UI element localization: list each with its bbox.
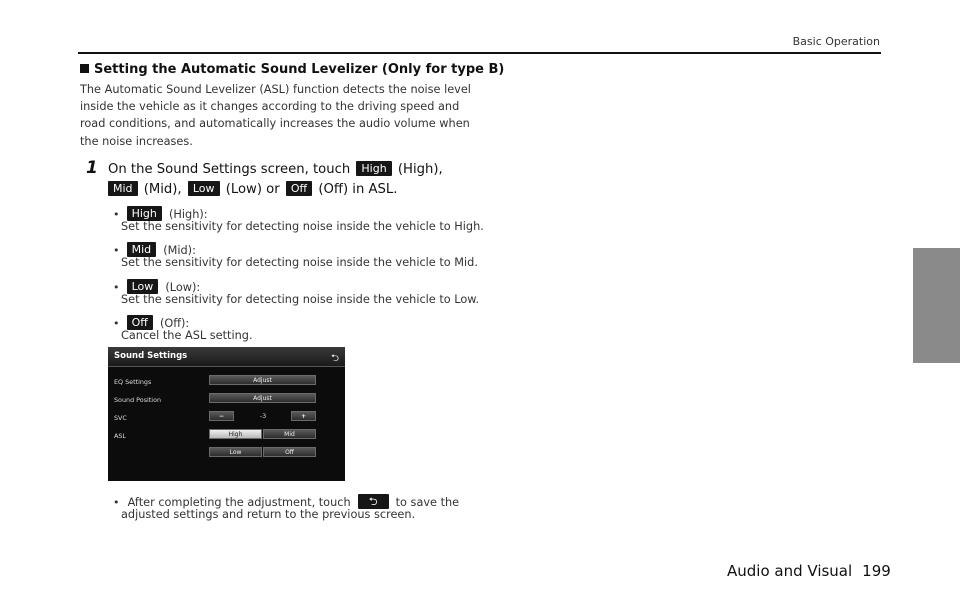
svc-value: -3: [259, 412, 267, 420]
after-line-2: adjusted settings and return to the previous screen.: [121, 508, 416, 521]
section-title: [80, 62, 504, 77]
asl-low-button: Low: [209, 447, 262, 457]
off-button-icon: Off: [127, 315, 153, 330]
step-text-1: On the Sound Settings screen, touch: [108, 162, 351, 177]
back-button-icon: ⮌: [358, 494, 389, 509]
sound-position-label: Sound Position: [114, 396, 162, 404]
sound-settings-screenshot: [108, 347, 345, 481]
mid-button-icon: Mid: [127, 242, 157, 257]
step-line-2: [108, 181, 397, 197]
mid-button-inline: Mid: [108, 181, 138, 196]
asl-high-button: High: [209, 429, 262, 439]
after-text-2: to save the: [395, 496, 460, 509]
bullet-dot: •: [113, 281, 120, 294]
bullet-desc: Cancel the ASL setting.: [121, 329, 253, 342]
bullet-label: (High):: [168, 208, 208, 221]
low-button-icon: Low: [127, 279, 159, 294]
intro-paragraph: The Automatic Sound Levelizer (ASL) function detects the noise level inside the vehicle as it changes according to the driving speed and road conditions, and automatically increases the audio volume when the noise increases.: [80, 83, 471, 148]
page-footer: [727, 562, 891, 580]
svc-plus-button: +: [291, 411, 316, 421]
step-text-5: (Off) in ASL.: [318, 182, 398, 197]
section-title-text: Setting the Automatic Sound Levelizer (Only for type B): [94, 62, 505, 77]
bullet-dot: •: [113, 208, 120, 221]
footer-chapter: Audio and Visual: [727, 562, 853, 580]
bullet-dot: •: [113, 496, 120, 509]
low-button-inline: Low: [188, 181, 220, 196]
bullet-desc: Set the sensitivity for detecting noise inside the vehicle to Mid.: [121, 256, 478, 269]
off-button-inline: Off: [286, 181, 312, 196]
eq-adjust-button: Adjust: [209, 375, 316, 385]
high-button-icon: High: [127, 206, 162, 221]
bullet-desc: Set the sensitivity for detecting noise inside the vehicle to High.: [121, 220, 484, 233]
back-arrow-icon: ⮌: [330, 353, 339, 364]
running-header: Basic Operation: [792, 35, 880, 48]
step-text-4: (Low) or: [225, 182, 280, 197]
step-text-2: (High),: [397, 162, 443, 177]
after-text-1: After completing the adjustment, touch: [127, 496, 351, 509]
eq-settings-label: EQ Settings: [114, 378, 152, 386]
step-text-3: (Mid),: [143, 182, 182, 197]
step-line-1: [108, 161, 443, 177]
bullet-label: (Off):: [159, 317, 190, 330]
bullet-dot: •: [113, 317, 120, 330]
chapter-side-tab: [913, 248, 960, 363]
bullet-desc: Set the sensitivity for detecting noise inside the vehicle to Low.: [121, 293, 480, 306]
bullet-label: (Low):: [165, 281, 201, 294]
square-bullet-icon: [80, 64, 89, 73]
asl-label: ASL: [114, 432, 126, 440]
svc-minus-button: −: [209, 411, 234, 421]
asl-off-button: Off: [263, 447, 316, 457]
header-rule: [78, 52, 881, 54]
page-number: 199: [862, 562, 891, 580]
bullet-dot: •: [113, 244, 120, 257]
bullet-label: (Mid):: [163, 244, 196, 257]
screen-title: Sound Settings: [114, 351, 188, 361]
asl-mid-button: Mid: [263, 429, 316, 439]
position-adjust-button: Adjust: [209, 393, 316, 403]
high-button-inline: High: [356, 161, 391, 176]
step-number: 1: [86, 158, 98, 178]
svc-label: SVC: [114, 414, 127, 422]
